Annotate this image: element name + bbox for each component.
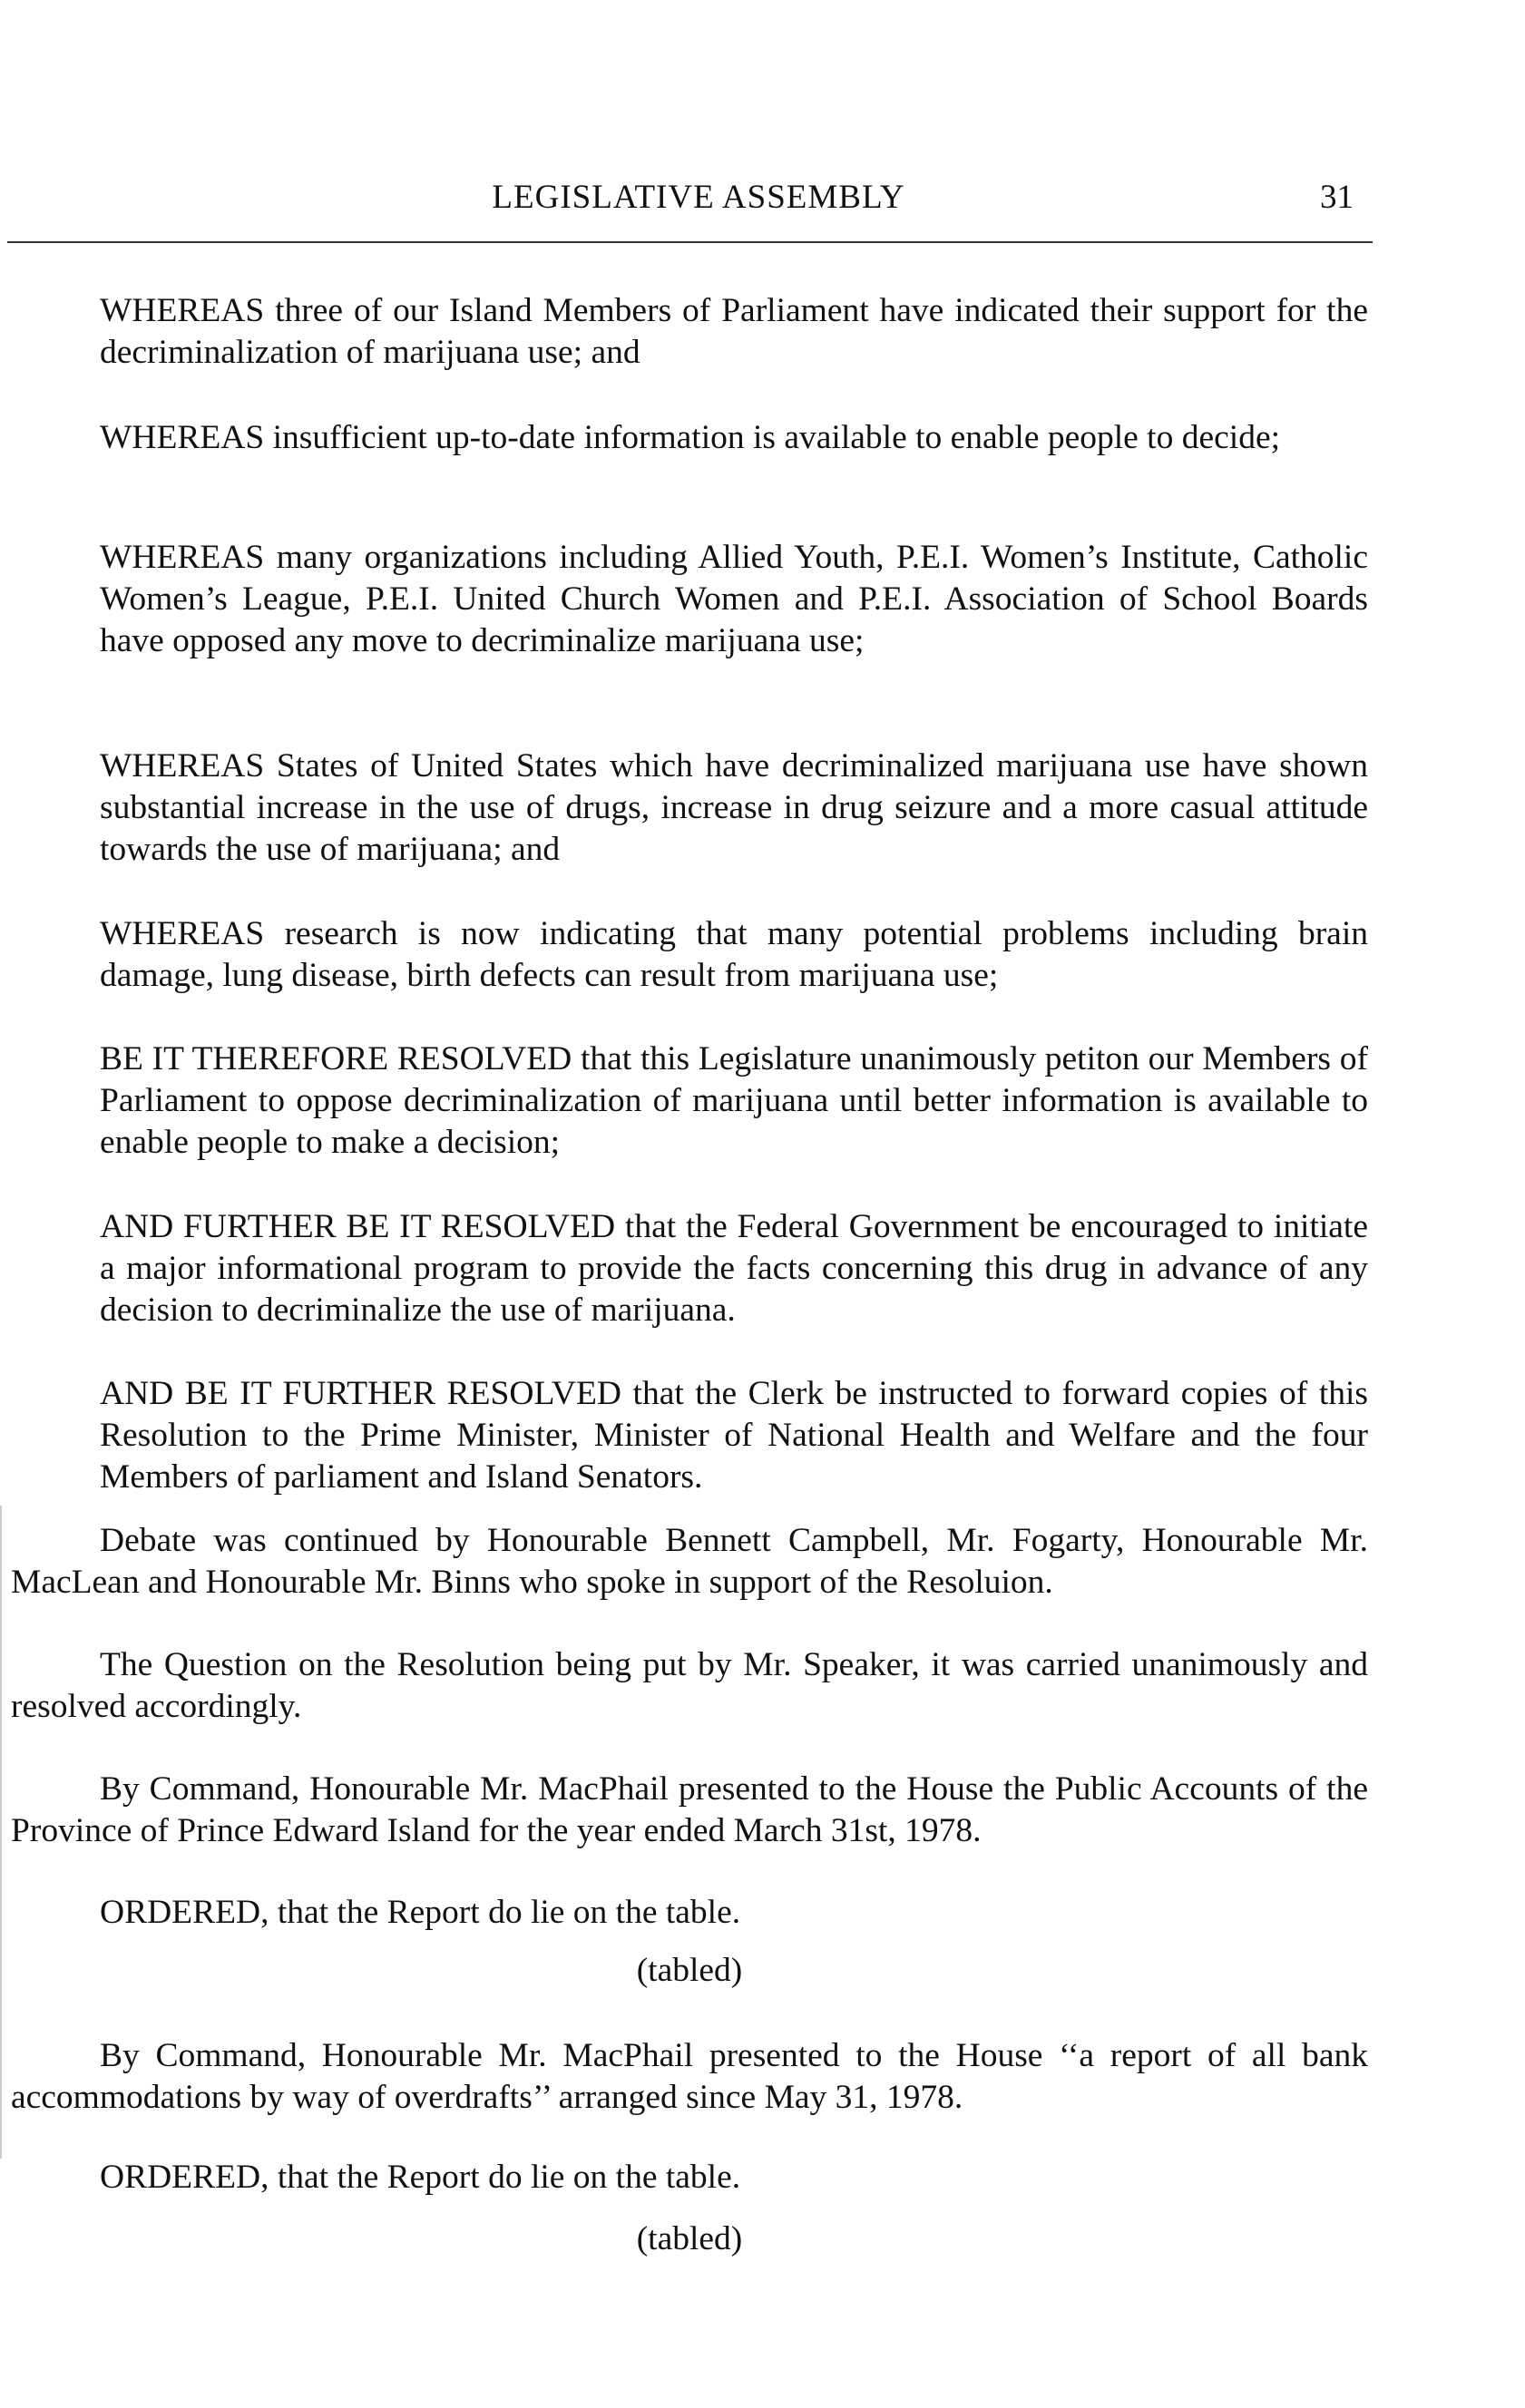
question-paragraph: The Question on the Resolution being put by Mr. Speaker, it was carried unanimously and resolved accordingly. [11,1646,1368,1725]
resolved-paragraph-1: BE IT THEREFORE RESOLVED that this Legislature unanimously petiton our Members of Parliament to oppose decriminalization of marijuana until better information is available to enable people to make a decision; [100,1040,1368,1161]
whereas-paragraph-2: WHEREAS insufficient up-to-date information is available to enable people to decide; [100,419,1281,456]
ordered-line-1: ORDERED, that the Report do lie on the table. [100,1894,741,1931]
whereas-paragraph-3: WHEREAS many organizations including Allied Youth, P.E.I. Women’s Institute, Catholic Women’s League, P.E.I. United Church Women and P.E.I. Association of School Boards have opposed any move to decriminalize marijuana use; [100,539,1368,659]
page-header [0,178,1525,232]
tabled-line-2: (tabled) [636,2220,743,2257]
whereas-paragraph-1: WHEREAS three of our Island Members of Parliament have indicated their support for the decriminalization of marijuana use; and [100,292,1368,371]
ordered-line-2: ORDERED, that the Report do lie on the table. [100,2159,741,2196]
resolved-paragraph-2: AND FURTHER BE IT RESOLVED that the Federal Government be encouraged to initiate a major informational program to provide the facts concerning this drug in advance of any decision to decriminalize the use of marijuana. [100,1208,1368,1329]
running-title: LEGISLATIVE ASSEMBLY [492,179,905,216]
tabled-line-1: (tabled) [636,1952,743,1989]
command-paragraph-2: By Command, Honourable Mr. MacPhail presented to the House ‘‘a report of all bank accommodations by way of overdrafts’’ arranged since May 31, 1978. [11,2037,1368,2116]
command-paragraph-1: By Command, Honourable Mr. MacPhail presented to the House the Public Accounts of the Province of Prince Edward Island for the year ended March 31st, 1978. [11,1770,1368,1849]
whereas-paragraph-4: WHEREAS States of United States which have decriminalized marijuana use have shown substantial increase in the use of drugs, increase in drug seizure and a more casual attitude towards the use of marijuana; and [100,747,1368,868]
resolved-paragraph-3: AND BE IT FURTHER RESOLVED that the Clerk be instructed to forward copies of this Resolution to the Prime Minister, Minister of National Health and Welfare and the four Members of parliament and Island Senators. [100,1375,1368,1496]
header-rule [7,241,1373,243]
page-number: 31 [1320,179,1354,216]
scan-edge-shadow [0,1506,2,2159]
debate-paragraph: Debate was continued by Honourable Bennett Campbell, Mr. Fogarty, Honourable Mr. MacLean and Honourable Mr. Binns who spoke in support of the Resoluion. [11,1522,1368,1601]
whereas-paragraph-5: WHEREAS research is now indicating that many potential problems including brain damage, lung disease, birth defects can result from marijuana use; [100,915,1368,994]
